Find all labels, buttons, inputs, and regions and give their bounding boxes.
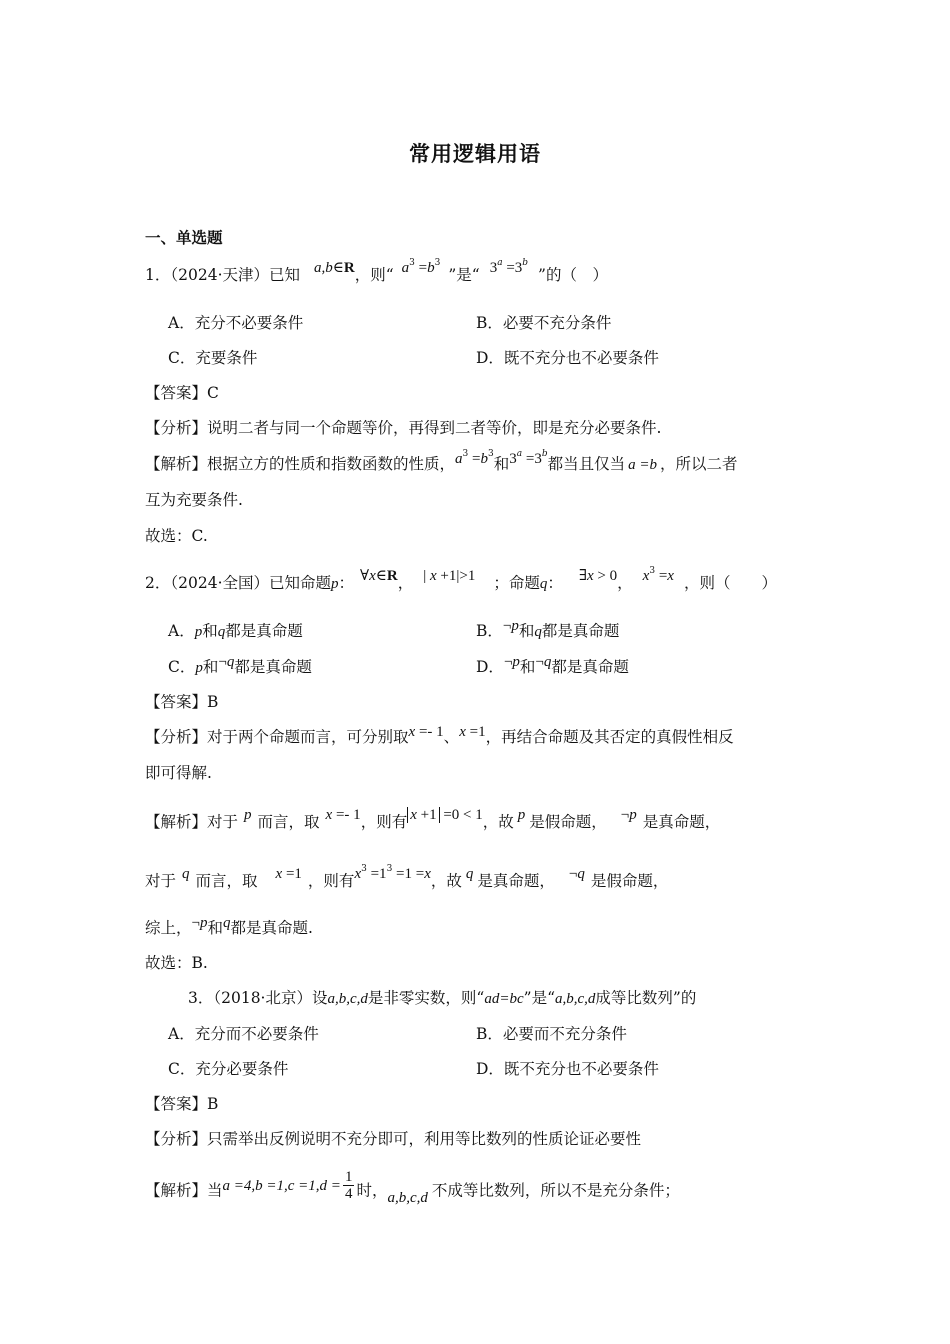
q1-solution-cont: 互为充要条件.: [145, 491, 243, 509]
fraction-one-quarter: $\frac{1}{4}$: [344, 1169, 353, 1202]
q1-analysis: 【分析】说明二者与同一个命题等价，再得到二者等价，即是充分必要条件.: [145, 419, 662, 437]
q2-stem: 2．（2024·全国）已知命题p： ∀x∈R， | x +1|>1 ；命题q： ∃x > 0， $x^3 =x$ ，则（ ）: [145, 566, 777, 592]
q2-option-b: B．¬p和q都是真命题: [476, 618, 620, 640]
section-heading: 一、单选题: [145, 228, 223, 247]
q1-stem: 1．（2024·天津）已知 a,b∈R，则“ $a^3 =b^3$”是“ $3^a =3^b$”的（ ）: [145, 258, 608, 284]
q1-choose: 故选：C.: [145, 527, 208, 545]
page-title: 常用逻辑用语: [409, 141, 541, 166]
q1-option-b: B．必要不充分条件: [476, 314, 612, 332]
q2-analysis-cont: 即可得解.: [145, 764, 212, 782]
q2-solution-line2: 对于 q 而言，取 x =1 ，则有$x^3 =1^3 =1 =x$，故 q 是真命题， ¬q 是假命题，: [145, 864, 669, 890]
q3-option-a: A．充分而不必要条件: [168, 1025, 319, 1043]
q3-stem: 3．（2018·北京）设a,b,c,d是非零实数，则“ad=bc”是“a,b,c,d成等比数列”的: [188, 989, 697, 1007]
q3-option-d: D．既不充分也不必要条件: [476, 1060, 659, 1078]
q2-option-d: D．¬p和¬q都是真命题: [476, 654, 629, 676]
q3-option-c: C．充分必要条件: [168, 1060, 289, 1078]
q1-option-a: A．充分不必要条件: [168, 314, 304, 332]
q3-answer: 【答案】B: [145, 1095, 219, 1113]
q2-answer: 【答案】B: [145, 693, 219, 711]
q2-choose: 故选：B.: [145, 954, 208, 972]
q1-solution: 【解析】根据立方的性质和指数函数的性质，$a^3 =b^3$和$3^a =3^b$都当且仅当 a =b ，所以二者: [145, 449, 738, 473]
q3-analysis: 【分析】只需举出反例说明不充分即可，利用等比数列的性质论证必要性: [145, 1130, 642, 1148]
q2-solution-line3: 综上，¬p和q都是真命题.: [145, 915, 313, 937]
q3-option-b: B．必要而不充分条件: [476, 1025, 627, 1043]
q2-option-c: C．p和¬q都是真命题: [168, 654, 312, 676]
q1-answer: 【答案】C: [145, 384, 219, 402]
q1-option-d: D．既不充分也不必要条件: [476, 349, 659, 367]
q1-cond2: $3^a =3^b$: [489, 258, 529, 276]
q1-option-c: C．充要条件: [168, 349, 258, 367]
q2-option-a: A．p和q都是真命题: [168, 622, 303, 640]
q2-analysis: 【分析】对于两个命题而言，可分别取x =- 1、x =1，再结合命题及其否定的真假性相反: [145, 724, 734, 746]
q2-solution-line1: 【解析】对于 p 而言，取 x =- 1，则有 x +1 =0 < 1，故 p 是假命题， ¬p 是真命题，: [145, 807, 721, 831]
q3-solution: 【解析】当a =4,b =1,c =1,d = $\frac{1}{4}$ 时，a,b,c,d 不成等比数列，所以不是充分条件；: [145, 1169, 680, 1206]
q1-cond1: $a^3 =b^3$: [401, 258, 441, 276]
